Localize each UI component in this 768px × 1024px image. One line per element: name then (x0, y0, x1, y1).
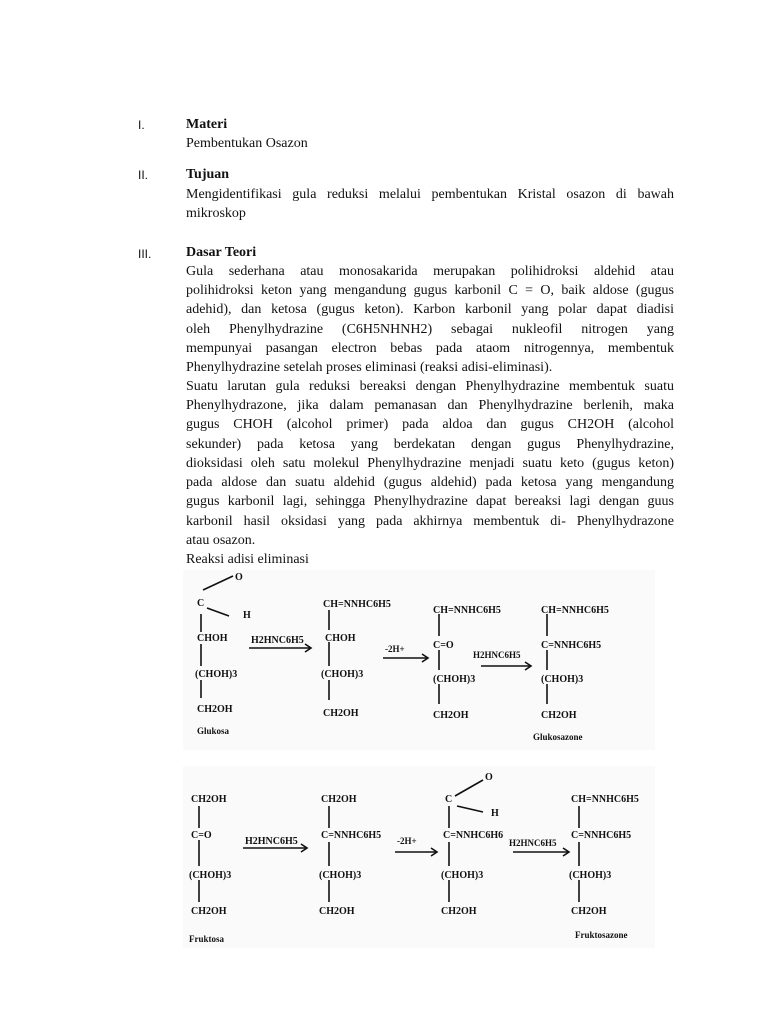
reagent-label: -2H+ (397, 836, 417, 846)
atom-label: CH2OH (191, 794, 227, 805)
atom-label: (CHOH)3 (319, 870, 362, 881)
atom-label: CH2OH (433, 710, 469, 721)
body-line: Phenylhydrazone, jika dalam pemanasan dan Phenylhydrazine berlenih, maka (186, 398, 674, 413)
body-line: polihidroksi keton yang mengandung gugus karbonil C = O, baik aldose (gugus (186, 283, 674, 298)
compound-name: Fruktosazone (575, 930, 628, 940)
atom-label: (CHOH)3 (189, 870, 232, 881)
reagent-label: H2HNC6H5 (245, 836, 298, 847)
body-line: mempunyai pasangan electron bebas pada ataom nitrogennya, membentuk (186, 341, 674, 356)
glucose-reaction-diagram (183, 570, 655, 750)
atom-label: C=O (433, 640, 454, 651)
body-line: oleh Phenylhydrazine (C6H5NHNH2) sebagai nukleofil nitrogen yang (186, 322, 674, 337)
section-title: Tujuan (186, 167, 230, 182)
atom-label: (CHOH)3 (433, 674, 476, 685)
compound-name: Glukosazone (533, 732, 583, 742)
body-line: Reaksi adisi eliminasi (186, 552, 309, 567)
atom-label: (CHOH)3 (541, 674, 584, 685)
atom-label: CH2OH (191, 906, 227, 917)
body-line: karbonil hasil oksidasi yang pada akhirnya membentuk di- Phenylhydrazone (186, 514, 674, 529)
body-line: gugus karbonil lagi, sehingga Phenylhydrazine dapat bereaksi lagi dengan guus (186, 494, 674, 509)
reagent-label: H2HNC6H5 (251, 635, 304, 646)
atom-label: C=NNHC6H6 (443, 830, 504, 841)
atom-label: C (197, 598, 205, 609)
atom-label: (CHOH)3 (321, 669, 364, 680)
atom-label: H (243, 610, 251, 621)
atom-label: CH=NNHC6H5 (433, 605, 501, 616)
compound-name: Fruktosa (189, 934, 225, 944)
atom-label: C=NNHC6H5 (571, 830, 632, 841)
atom-label: CHOH (325, 633, 356, 644)
atom-label: CH2OH (323, 708, 359, 719)
atom-label: O (485, 772, 493, 783)
atom-label: C=NNHC6H5 (541, 640, 602, 651)
reagent-label: H2HNC6H5 (473, 650, 521, 660)
body-line: sekunder) pada ketosa yang berdekatan dengan gugus Phenylhydrazine, (186, 437, 674, 452)
compound-name: Glukosa (197, 726, 230, 736)
atom-label: H (491, 808, 499, 819)
atom-label: CH2OH (321, 794, 357, 805)
atom-label: (CHOH)3 (195, 669, 238, 680)
atom-label: CH2OH (571, 906, 607, 917)
atom-label: CH=NNHC6H5 (323, 599, 391, 610)
fructose-reaction-diagram (183, 766, 655, 948)
section-number: III. (138, 247, 152, 261)
body-line: Phenylhydrazine setelah proses eliminasi (reaksi adisi-eliminasi). (186, 360, 553, 375)
section-number: II. (138, 168, 149, 182)
atom-label: CHOH (197, 633, 228, 644)
atom-label: C=O (191, 830, 212, 841)
atom-label: CH2OH (197, 704, 233, 715)
atom-label: CH=NNHC6H5 (541, 605, 609, 616)
reagent-label: H2HNC6H5 (509, 838, 557, 848)
body-line: Gula sederhana atau monosakarida merupakan polihidroksi aldehid atau (186, 264, 674, 279)
body-line: pada aldose dan suatu aldehid (gugus aldehid) pada ketosa yang mengandung (186, 475, 674, 490)
atom-label: (CHOH)3 (569, 870, 612, 881)
atom-label: C (445, 794, 453, 805)
body-line: mikroskop (186, 206, 246, 221)
section-title: Dasar Teori (186, 245, 257, 260)
body-line: dioksidasi oleh satu molekul Phenylhydrazine menjadi suatu keto (gugus keton) (186, 456, 674, 471)
atom-label: O (235, 572, 243, 583)
body-line: Pembentukan Osazon (186, 136, 308, 151)
section-number: I. (138, 118, 145, 132)
atom-label: C=NNHC6H5 (321, 830, 382, 841)
body-line: gugus CHOH (alcohol primer) pada aldoa dan gugus CH2OH (alcohol (186, 417, 674, 432)
atom-label: CH2OH (541, 710, 577, 721)
atom-label: CH=NNHC6H5 (571, 794, 639, 805)
body-line: atau osazon. (186, 533, 256, 548)
section-title: Materi (186, 117, 228, 132)
atom-label: CH2OH (319, 906, 355, 917)
atom-label: CH2OH (441, 906, 477, 917)
atom-label: (CHOH)3 (441, 870, 484, 881)
body-line: Suatu larutan gula reduksi bereaksi dengan Phenylhydrazine membentuk suatu (186, 379, 674, 394)
body-line: adehid), dan ketosa (gugus keton). Karbon karbonil yang polar dapat diadisi (186, 302, 674, 317)
reagent-label: -2H+ (385, 644, 405, 654)
body-line: Mengidentifikasi gula reduksi melalui pembentukan Kristal osazon di bawah (186, 187, 674, 202)
